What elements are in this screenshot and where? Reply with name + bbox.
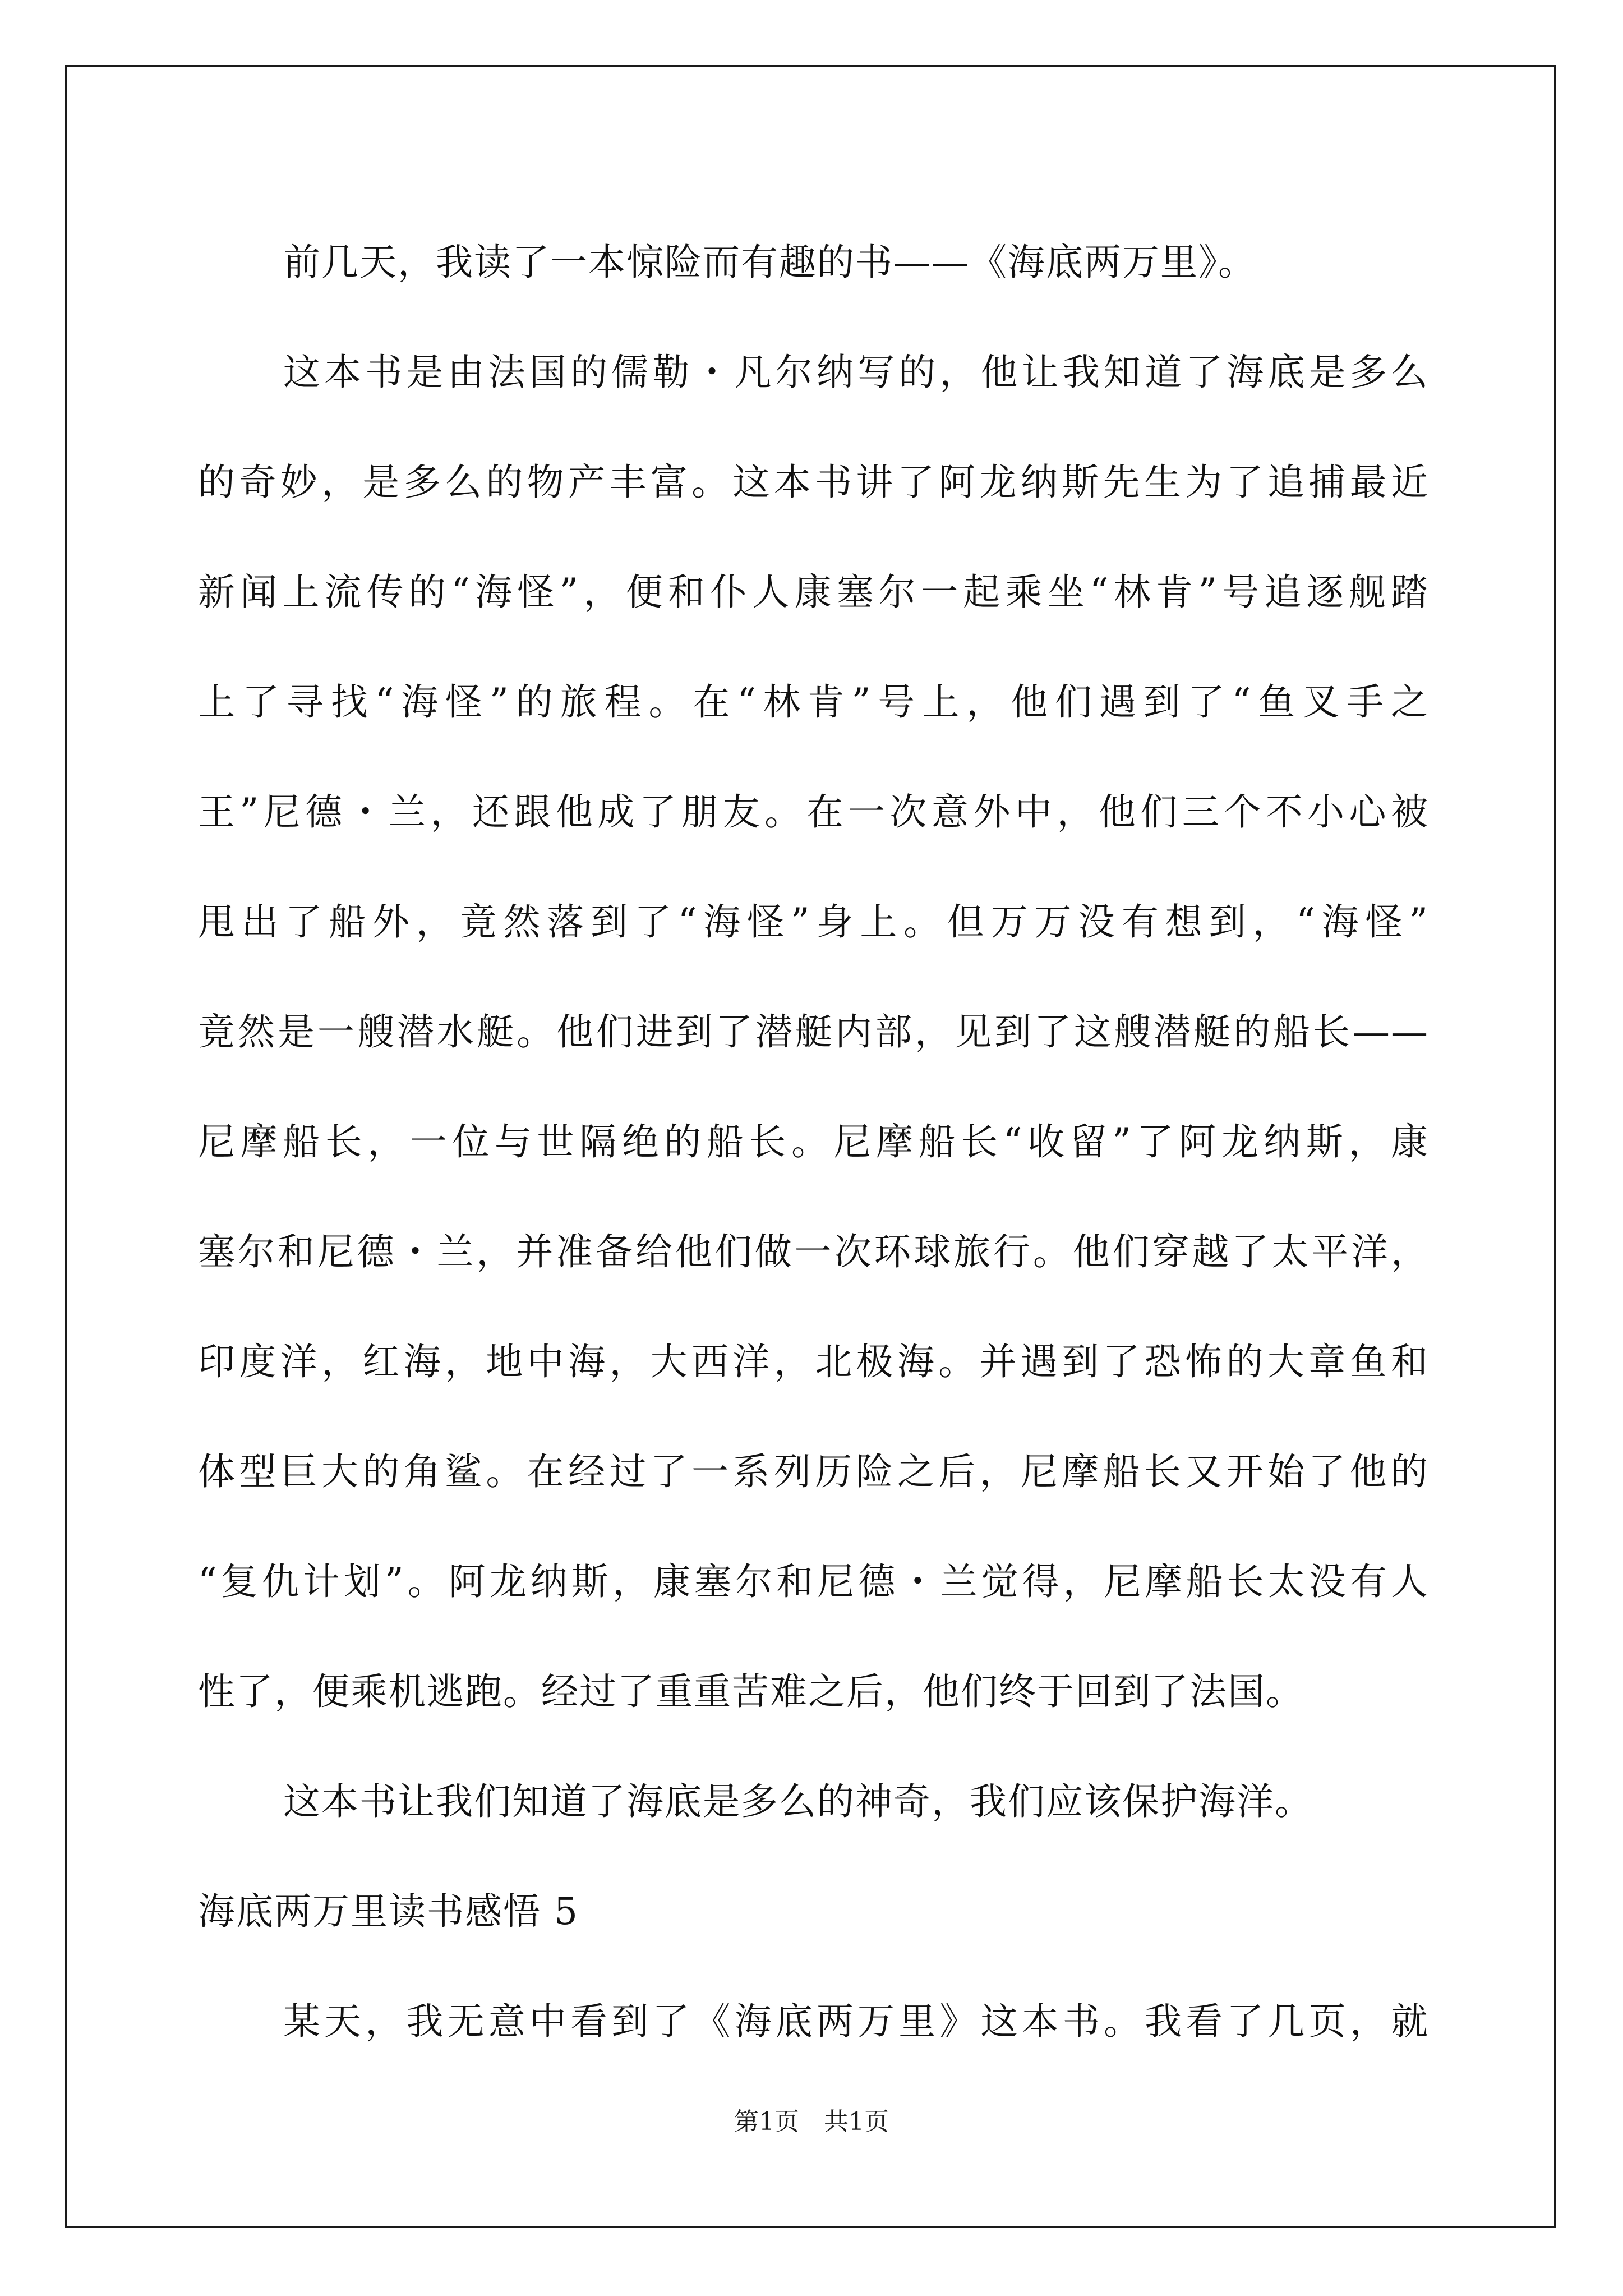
document-body [198, 208, 1429, 2077]
paragraph-line: 这本书是由法国的儒勒・凡尔纳写的，他让我知道了海底是多么 [283, 351, 1429, 394]
page-number: 第1页 共1页 [734, 2108, 889, 2136]
paragraph-line: 前几天，我读了一本惊险而有趣的书——《海底两万里》。 [283, 241, 1256, 284]
paragraph-line: 这本书让我们知道了海底是多么的神奇，我们应该保护海洋。 [283, 1780, 1313, 1823]
section-heading: 海底两万里读书感悟 5 [198, 1890, 579, 1933]
paragraph-line: 性了，便乘机逃跑。经过了重重苦难之后，他们终于回到了法国。 [198, 1670, 1304, 1713]
paragraph-line: 王”尼德・兰，还跟他成了朋友。在一次意外中，他们三个不小心被 [198, 790, 1429, 834]
paragraph-line: 尼摩船长，一位与世隔绝的船长。尼摩船长“收留”了阿龙纳斯，康 [198, 1120, 1429, 1163]
paragraph-line: 新闻上流传的“海怪”，便和仆人康塞尔一起乘坐“林肯”号追逐舰踏 [198, 570, 1429, 614]
paragraph-line: 印度洋，红海，地中海，大西洋，北极海。并遇到了恐怖的大章鱼和 [198, 1340, 1429, 1383]
paragraph-line: 甩出了船外，竟然落到了“海怪”身上。但万万没有想到，“海怪” [198, 900, 1429, 944]
paragraph-line: 塞尔和尼德・兰，并准备给他们做一次环球旅行。他们穿越了太平洋， [198, 1230, 1429, 1273]
paragraph-line: 体型巨大的角鲨。在经过了一系列历险之后，尼摩船长又开始了他的 [198, 1450, 1429, 1493]
paragraph-line: 上了寻找“海怪”的旅程。在“林肯”号上，他们遇到了“鱼叉手之 [198, 680, 1429, 724]
paragraph-line: “复仇计划”。阿龙纳斯，康塞尔和尼德・兰觉得，尼摩船长太没有人 [198, 1560, 1429, 1603]
paragraph-line: 竟然是一艘潜水艇。他们进到了潜艇内部，见到了这艘潜艇的船长—— [198, 1010, 1429, 1053]
paragraph-line: 某天，我无意中看到了《海底两万里》这本书。我看了几页，就 [283, 2000, 1429, 2043]
paragraph-line: 的奇妙，是多么的物产丰富。这本书讲了阿龙纳斯先生为了追捕最近 [198, 461, 1429, 504]
